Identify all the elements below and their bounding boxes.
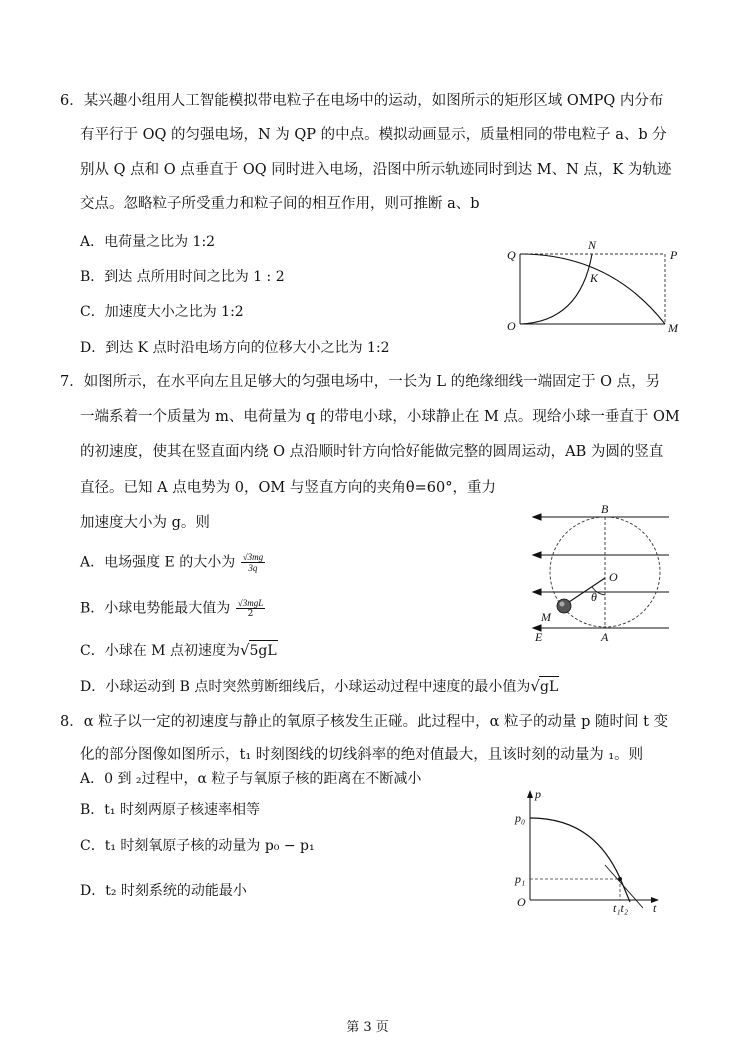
q8-label-p0: p₀	[515, 811, 526, 825]
q6-option-c: C．加速度大小之比为 1:2	[80, 304, 244, 320]
q8-p-axis-arrow-icon	[527, 790, 533, 798]
q7-field-lines	[533, 514, 669, 631]
q7-option-d	[80, 676, 559, 697]
q6-line-3: 别从 Q 点和 O 点垂直于 OQ 同时进入电场，沿图中所示轨迹同时到达 M、N 点，K 为轨迹	[80, 162, 672, 178]
q8-momentum-curve	[530, 818, 630, 902]
q6-trajectory-a	[520, 254, 665, 324]
q7-option-d-text: D．小球运动到 B 点时突然剪断细线后，小球运动过程中速度的最小值为	[80, 679, 531, 695]
q7-option-d-radicand: gL	[539, 676, 559, 697]
q6-label-k: K	[590, 271, 599, 285]
q6-label-q: Q	[507, 248, 516, 262]
q8-label-p1: p₁	[515, 872, 526, 886]
q7-option-a-numerator: √3mg	[242, 552, 264, 562]
q7-line-1: 7．如图所示，在水平向左且足够大的匀强电场中，一长为 L 的绝缘细线一端固定于 O 点，另	[60, 374, 661, 390]
q6-label-m: M	[668, 321, 678, 335]
q8-option-b: B．t₁ 时刻两原子核速率相等	[80, 802, 260, 818]
q7-thread-om	[566, 578, 605, 604]
q7-label-a: A	[601, 630, 609, 644]
q7-option-b-numerator: √3mgL	[237, 598, 264, 608]
q8-label-p: p	[535, 787, 541, 801]
q6-option-b: B．到达 点所用时间之比为 1 : 2	[80, 269, 285, 285]
q8-option-c: C．t₁ 时刻氧原子核的动量为 p₀ − p₁	[80, 838, 315, 854]
q8-label-o: O	[517, 895, 526, 909]
q7-charged-ball	[557, 599, 571, 613]
q7-option-c	[80, 640, 278, 661]
q7-line-2: 一端系着一个质量为 m、电荷量为 q 的带电小球，小球静止在 M 点。现给小球一垂直于 OM	[80, 409, 680, 425]
q6-line-1: 6．某兴趣小组用人工智能模拟带电粒子在电场中的运动，如图所示的矩形区域 OMPQ 内分布	[60, 93, 664, 109]
q6-line-2: 有平行于 OQ 的匀强电场，N 为 QP 的中点。模拟动画显示，质量相同的带电粒子 a、b 分	[80, 127, 667, 143]
q8-line-1: 8．α 粒子以一定的初速度与静止的氧原子核发生正碰。此过程中，α 粒子的动量 p 随时间 t 变	[60, 714, 669, 730]
q7-line-5: 加速度大小为 g。则	[80, 515, 210, 531]
q7-option-c-text: C．小球在 M 点初速度为	[80, 643, 240, 659]
q7-label-b: B	[601, 502, 609, 516]
q7-field-arrow-1-icon	[533, 514, 541, 520]
q7-option-b-fraction	[236, 598, 265, 619]
page-number: 第 3 页	[346, 1020, 389, 1035]
q6-trajectory-b	[520, 254, 592, 324]
q8-t1-point	[618, 877, 622, 881]
q6-label-p: P	[670, 248, 678, 262]
q8-label-t: t	[653, 901, 657, 915]
q7-option-a-fraction	[241, 552, 265, 573]
q7-label-e: E	[535, 630, 543, 644]
q7-option-a	[80, 552, 266, 573]
q7-figure	[525, 500, 685, 645]
q6-figure	[500, 238, 700, 338]
q7-line-4: 直径。已知 A 点电势为 0，OM 与竖直方向的夹角θ=60°，重力	[80, 480, 496, 496]
q8-option-a: A．0 到 ₂过程中，α 粒子与氧原子核的距离在不断减小	[80, 771, 422, 787]
q7-option-a-denominator: 3q	[248, 563, 258, 573]
q7-line-3: 的初速度，使其在竖直面内绕 O 点沿顺时针方向恰好能做完整的圆周运动，AB 为圆的竖直	[80, 444, 664, 460]
q7-field-arrow-2-icon	[533, 552, 541, 558]
q7-label-o: O	[609, 570, 618, 584]
q7-option-b-denominator: 2	[247, 609, 254, 619]
q7-option-d-sqrt-icon: √	[530, 677, 540, 695]
q7-option-b	[80, 598, 266, 619]
q6-option-d: D．到达 K 点时沿电场方向的位移大小之比为 1:2	[80, 340, 390, 356]
q6-option-a: A．电荷量之比为 1:2	[80, 234, 216, 250]
q8-option-d: D．t₂ 时刻系统的动能最小	[80, 883, 247, 899]
q8-label-t1t2: t₁t₂	[613, 901, 629, 915]
q8-figure	[505, 787, 665, 915]
q7-option-c-radicand: 5gL	[249, 640, 278, 661]
q6-label-o: O	[507, 319, 516, 333]
q8-line-2: 化的部分图像如图所示，t₁ 时刻图线的切线斜率的绝对值最大，且该时刻的动量为 ₁。则	[80, 747, 644, 763]
q7-label-theta: θ	[591, 590, 597, 604]
q6-label-n: N	[588, 238, 597, 252]
q7-option-c-sqrt-icon: √	[239, 641, 250, 659]
q7-label-m: M	[541, 610, 551, 624]
q6-line-4: 交点。忽略粒子所受重力和粒子间的相互作用，则可推断 a、b	[80, 196, 480, 212]
q7-option-b-text: B．小球电势能最大值为	[80, 600, 231, 617]
q7-field-arrow-3-icon	[533, 589, 541, 595]
q7-option-a-text: A．电场强度 E 的大小为	[80, 554, 236, 571]
q6-field-rectangle	[520, 254, 665, 324]
